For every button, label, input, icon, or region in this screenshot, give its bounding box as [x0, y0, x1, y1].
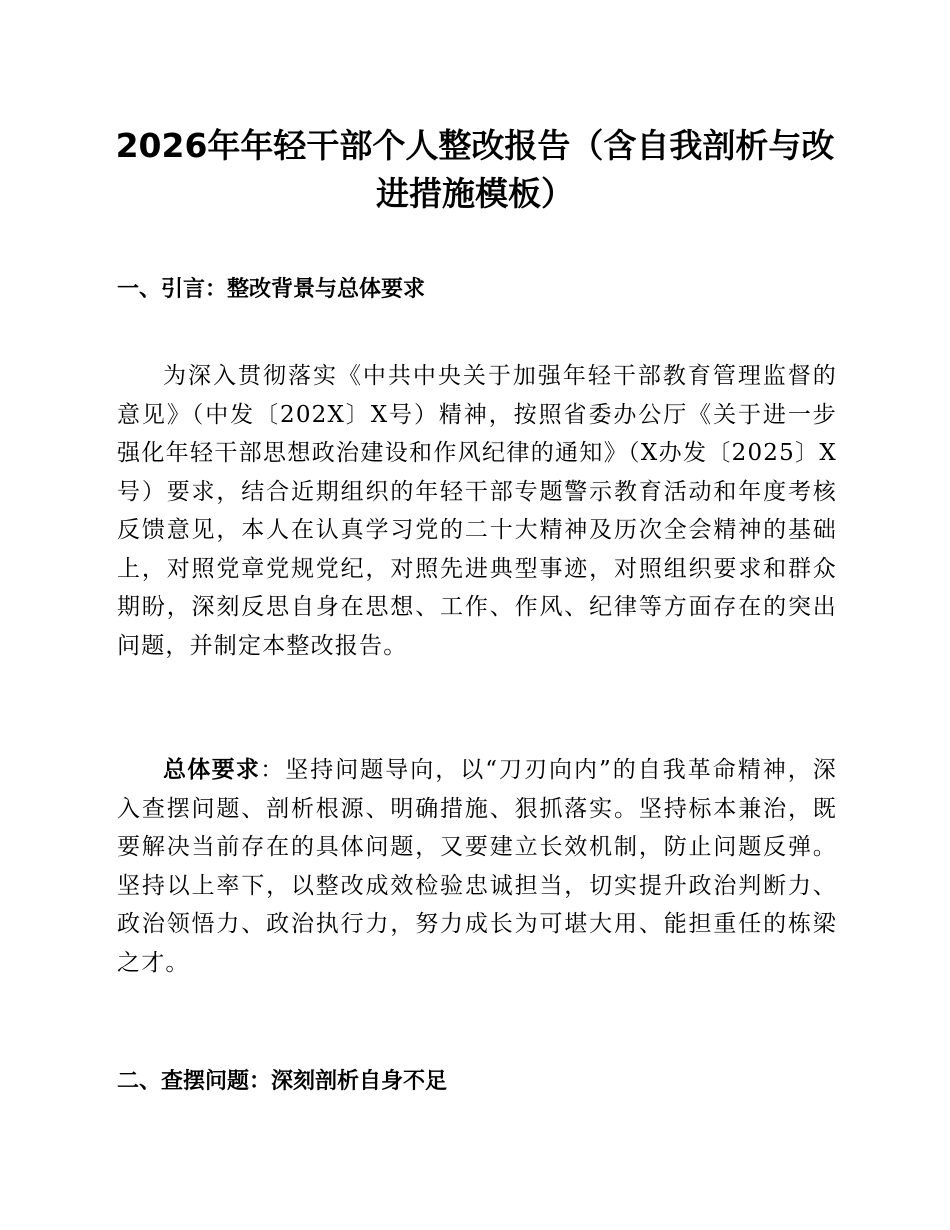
section-2-heading: 二、查摆问题：深刻剖析自身不足 — [117, 1069, 448, 1094]
section-1-paragraph-2 — [117, 751, 837, 982]
section-1-heading: 一、引言：整改背景与总体要求 — [117, 277, 426, 302]
general-requirements-text: ：坚持问题导向，以“刀刃向内”的自我革命精神，深入查摆问题、剖析根源、明确措施、狠抓落实。坚持标本兼治，既要解决当前存在的具体问题，又要建立长效机制，防止问题反弹。坚持以上率下，以整改成效检验忠诚担当，切实提升政治判断力、政治领悟力、政治执行力，努力成长为可堪大用、能担重任的栋梁之才。 — [117, 757, 837, 976]
document-title: 2026年年轻干部个人整改报告（含自我剖析与改进措施模板） — [115, 126, 835, 213]
section-1-paragraph-1: 为深入贯彻落实《中共中央关于加强年轻干部教育管理监督的意见》（中发〔202X〕X号）精神，按照省委办公厅《关于进一步强化年轻干部思想政治建设和作风纪律的通知》（X办发〔2025〕X号）要求，结合近期组织的年轻干部专题警示教育活动和年度考核反馈意见，本人在认真学习党的二十大精神及历次全会精神的基础上，对照党章党规党纪，对照先进典型事迹，对照组织要求和群众期盼，深刻反思自身在思想、工作、作风、纪律等方面存在的突出问题，并制定本整改报告。 — [117, 363, 837, 659]
general-requirements-label: 总体要求 — [163, 757, 261, 783]
